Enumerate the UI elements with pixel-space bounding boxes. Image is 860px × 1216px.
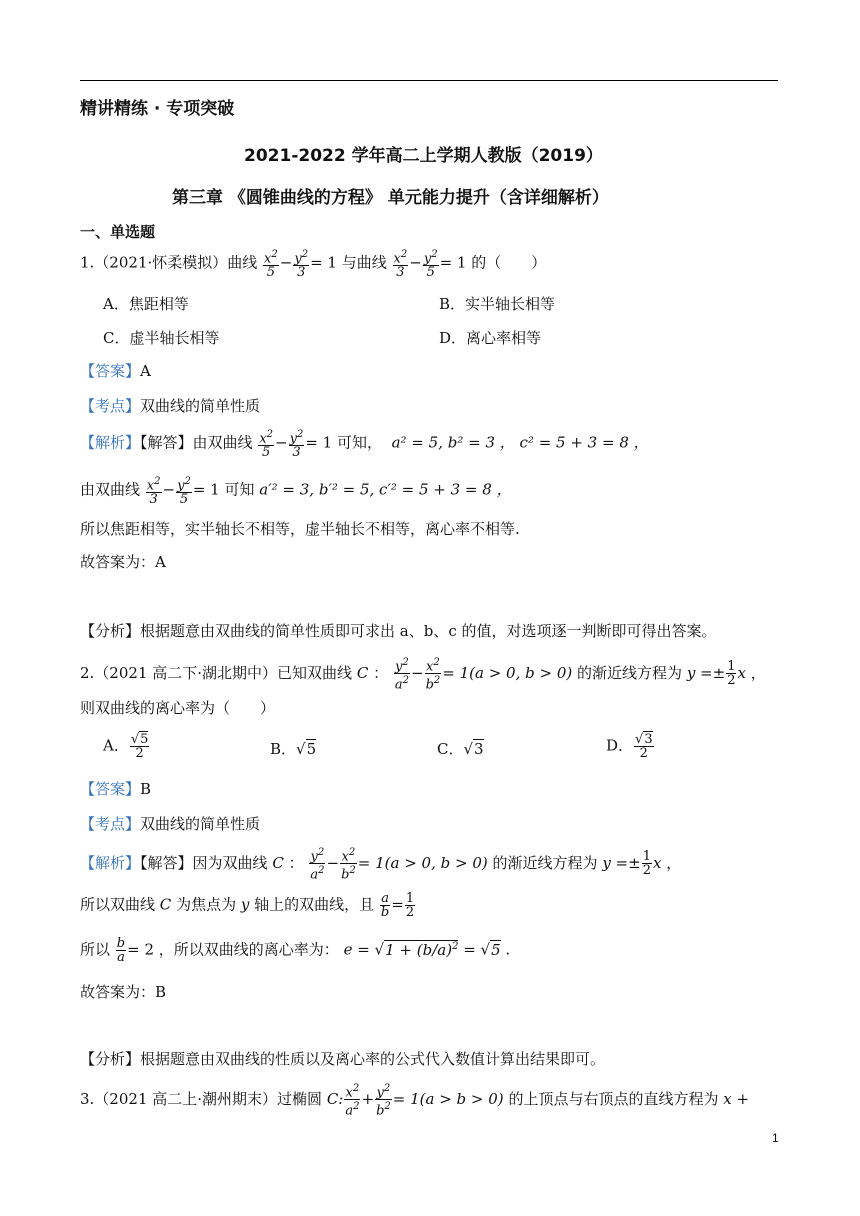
q1-prefix: 1.（2021·怀柔模拟）曲线 bbox=[80, 253, 258, 272]
question-3: 3.（2021 高二上·潮州期末）过椭圆 C: $\frac{x^2}{a^2}$ + $\frac{y^2}{b^2}$ = 1(a > b > 0) 的上顶点与右顶点的直线方程为 x + bbox=[80, 1083, 750, 1119]
page-number: 1 bbox=[772, 1131, 779, 1145]
frac-sqrt5-2: $\frac{√5}{2}$ bbox=[130, 732, 149, 761]
question-2: 2.（2021 高二下·湖北期中）已知双曲线 C ： $\frac{y^2}{a^2}$ − $\frac{x^2}{b^2}$ = 1(a > 0, b > 0) 的渐近线方程为 y =± $\frac{1}{2}$ x ， bbox=[80, 657, 766, 693]
q2-option-b[interactable]: B．√5 bbox=[270, 740, 317, 758]
frac-x2-5-b: $\frac{x^2}{5}$ bbox=[259, 429, 274, 461]
q1-suffix: 的（ ） bbox=[471, 253, 547, 272]
q1-final: 故答案为：A bbox=[80, 553, 166, 571]
q2-point: 【考点】双曲线的简单性质 bbox=[80, 815, 261, 833]
q2-final: 故答案为：B bbox=[80, 983, 167, 1001]
q1-analysis-line1: 【解析】【解答】由双曲线 $\frac{x^2}{5}$ − $\frac{y^2}{3}$ = 1 可知， a² = 5, b² = 3 ， c² = 5 + 3 = 8 ， bbox=[80, 429, 649, 461]
q2-analysis-line2: 所以双曲线 C 为焦点为 y 轴上的双曲线，且 $\frac{a}{b}$ = $\frac{1}{2}$ bbox=[80, 891, 415, 920]
q1-mid: 与曲线 bbox=[341, 253, 387, 272]
frac-b-a: $\frac{b}{a}$ bbox=[116, 936, 126, 965]
title-line2: 第三章 《圆锥曲线的方程》 单元能力提升（含详细解析） bbox=[172, 188, 609, 208]
frac-x2-3-b: $\frac{x^2}{3}$ bbox=[146, 476, 161, 508]
brand-header: 精讲精练 · 专项突破 bbox=[80, 99, 235, 119]
q1-point: 【考点】双曲线的简单性质 bbox=[80, 397, 261, 415]
frac-y2-5: $\frac{y^2}{5}$ bbox=[423, 249, 438, 281]
q2-option-c[interactable]: C．√3 bbox=[437, 740, 484, 758]
frac-y2-b2: $\frac{y^2}{b^2}$ bbox=[376, 1083, 391, 1119]
frac-y2-a2: $\frac{y^2}{a^2}$ bbox=[394, 657, 409, 693]
q1-option-d[interactable]: D．离心率相等 bbox=[439, 329, 542, 347]
q1-analysis-line2: 由双曲线 $\frac{x^2}{3}$ − $\frac{y^2}{5}$ = 1 可知 a′² = 3, b′² = 5, c′² = 5 + 3 = 8 ， bbox=[80, 476, 512, 508]
eccentricity-formula: $e = √1 + (b/a)^2 = √5$ bbox=[343, 940, 501, 959]
frac-y2-5-b: $\frac{y^2}{5}$ bbox=[177, 476, 191, 508]
frac-x2-3: $\frac{x^2}{3}$ bbox=[393, 249, 408, 281]
q1-option-c[interactable]: C．虚半轴长相等 bbox=[103, 329, 220, 347]
frac-a-b: $\frac{a}{b}$ bbox=[380, 891, 390, 920]
q2-line2: 则双曲线的离心率为（ ） bbox=[80, 699, 276, 717]
q2-analysis-line1: 【解析】【解答】因为双曲线 C ： $\frac{y^2}{a^2}$ − $\frac{x^2}{b^2}$ = 1(a > 0, b > 0) 的渐近线方程为 y =± $\frac{1}{2}$ x ， bbox=[80, 847, 682, 883]
q1-eq-b: = 1 bbox=[439, 253, 467, 272]
frac-1-2: $\frac{1}{2}$ bbox=[727, 659, 736, 689]
q1-option-b[interactable]: B．实半轴长相等 bbox=[439, 295, 556, 313]
q2-analysis-line3: 所以 $\frac{b}{a}$ = 2 ，所以双曲线的离心率为： $e = √1 + (b/a)^2 = √5$ . bbox=[80, 936, 511, 965]
frac-y2-3-b: $\frac{y^2}{3}$ bbox=[289, 429, 304, 461]
frac-y2-3: $\frac{y^2}{3}$ bbox=[294, 249, 309, 281]
q1-answer: 【答案】A bbox=[80, 362, 151, 380]
frac-x2-5: $\frac{x^2}{5}$ bbox=[264, 249, 278, 281]
section-heading: 一、单选题 bbox=[80, 223, 156, 241]
q1-summary: 【分析】根据题意由双曲线的简单性质即可求出 a、b、c 的值，对选项逐一判断即可得出答案。 bbox=[80, 622, 717, 640]
title-line1: 2021-2022 学年高二上学期人教版（2019） bbox=[244, 146, 603, 166]
header-rule bbox=[80, 80, 778, 81]
frac-x2-a2: $\frac{x^2}{a^2}$ bbox=[345, 1083, 360, 1119]
q1-analysis-line3: 所以焦距相等，实半轴长不相等，虚半轴长不相等，离心率不相等. bbox=[80, 520, 520, 538]
curve-C: C bbox=[356, 663, 369, 682]
q2-option-a[interactable]: A． $\frac{√5}{2}$ bbox=[103, 732, 149, 761]
q1-option-a[interactable]: A．焦距相等 bbox=[103, 295, 189, 313]
frac-x2-b2: $\frac{x^2}{b^2}$ bbox=[425, 657, 441, 693]
q2-option-d[interactable]: D． $\frac{√3}{2}$ bbox=[606, 732, 653, 761]
frac-sqrt3-2: $\frac{√3}{2}$ bbox=[635, 732, 653, 761]
q1-eq-a: = 1 bbox=[310, 253, 337, 272]
question-1: 1.（2021·怀柔模拟）曲线 $\frac{x^2}{5}$ − $\frac{y^2}{3}$ = 1 与曲线 $\frac{x^2}{3}$ − $\frac{y^2}{5}$ = 1 的（ ） bbox=[80, 249, 547, 281]
q2-summary: 【分析】根据题意由双曲线的性质以及离心率的公式代入数值计算出结果即可。 bbox=[80, 1050, 606, 1068]
q2-answer: 【答案】B bbox=[80, 780, 152, 798]
